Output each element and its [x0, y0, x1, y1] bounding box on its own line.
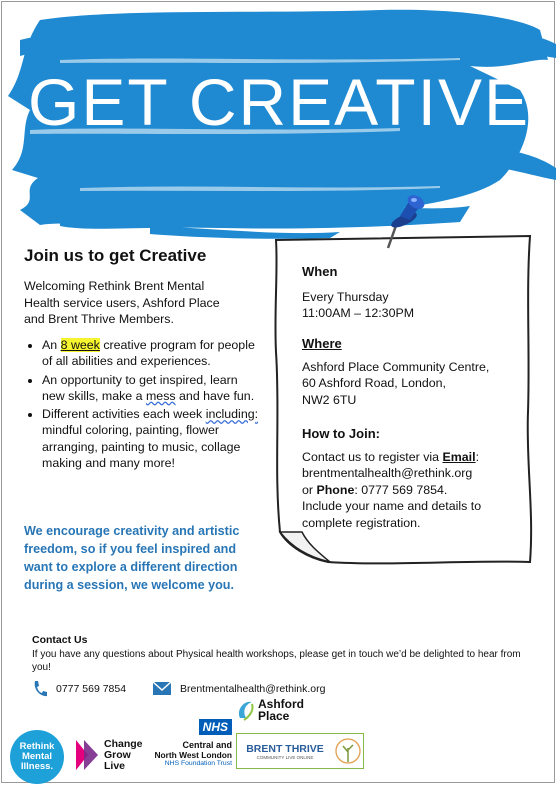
where-section: [302, 334, 489, 408]
contact-title: Contact Us: [32, 634, 88, 646]
where-line3: NW2 6TU: [302, 392, 357, 407]
list-item: • Different activities each week including: mindful coloring, painting, flower arranging, painting to music, collage making and many more!: [42, 406, 262, 471]
encourage-text: We encourage creativity and artistic freedom, so if you feel inspired and want to explore a different direction during a session, we welcome you.: [24, 524, 240, 592]
when-time: 11:00AM – 12:30PM: [302, 306, 415, 320]
page-title: GET CREATIVE: [28, 65, 530, 139]
push-pin-icon: [374, 190, 430, 252]
change-grow-live-logo: Change Grow Live: [74, 738, 143, 772]
join-label: How to Join:: [302, 426, 380, 441]
contact-phone: 0777 569 7854: [32, 680, 126, 698]
ashford-swirl-icon: [236, 698, 256, 722]
where-label: Where: [302, 336, 342, 351]
join-section: How to Join: Contact us to register via Email: brentmentalhealth@rethink.org or Phone: 0777 569 7854. Include your name and details to complete registration.: [302, 424, 481, 531]
contact-text: If you have any questions about Physical health workshops, please get in touch we’d be delighted to hear from you!: [32, 648, 521, 673]
ashford-place-logo: Ashford Place: [236, 698, 304, 722]
where-line1: Ashford Place Community Centre,: [302, 359, 490, 374]
rethink-logo: Rethink Mental Illness.: [10, 730, 64, 784]
when-section: [302, 262, 414, 322]
list-item: • An 8 week creative program for people of all abilities and experiences.: [42, 337, 262, 370]
where-line2: 60 Ashford Road, London,: [302, 376, 446, 390]
highlight-8-week: 8 week: [60, 338, 100, 352]
contact-section: [32, 634, 532, 675]
brent-thrive-logo: BRENT THRIVE COMMUNITY LIVE ONLINE: [236, 733, 364, 769]
join-email[interactable]: brentmentalhealth@rethink.org: [302, 466, 473, 480]
email-icon: [152, 680, 172, 697]
contact-email: Brentmentalhealth@rethink.org: [152, 680, 326, 697]
when-day: Every Thursday: [302, 289, 389, 304]
when-label: When: [302, 264, 338, 279]
nhs-logo: NHS Central and North West London NHS Foundation Trust: [154, 720, 232, 767]
feature-list: [18, 337, 262, 473]
list-item: • An opportunity to get inspired, learn new skills, make a mess and have fun.: [42, 372, 262, 405]
intro-welcome: Welcoming Rethink Brent Mental Health service users, Ashford Place and Brent Thrive Members.: [24, 279, 220, 326]
cgl-mark-icon: [74, 738, 100, 772]
intro-heading: Join us to get Creative: [24, 246, 207, 265]
phone-icon: [32, 680, 48, 698]
tree-icon: [333, 736, 363, 766]
